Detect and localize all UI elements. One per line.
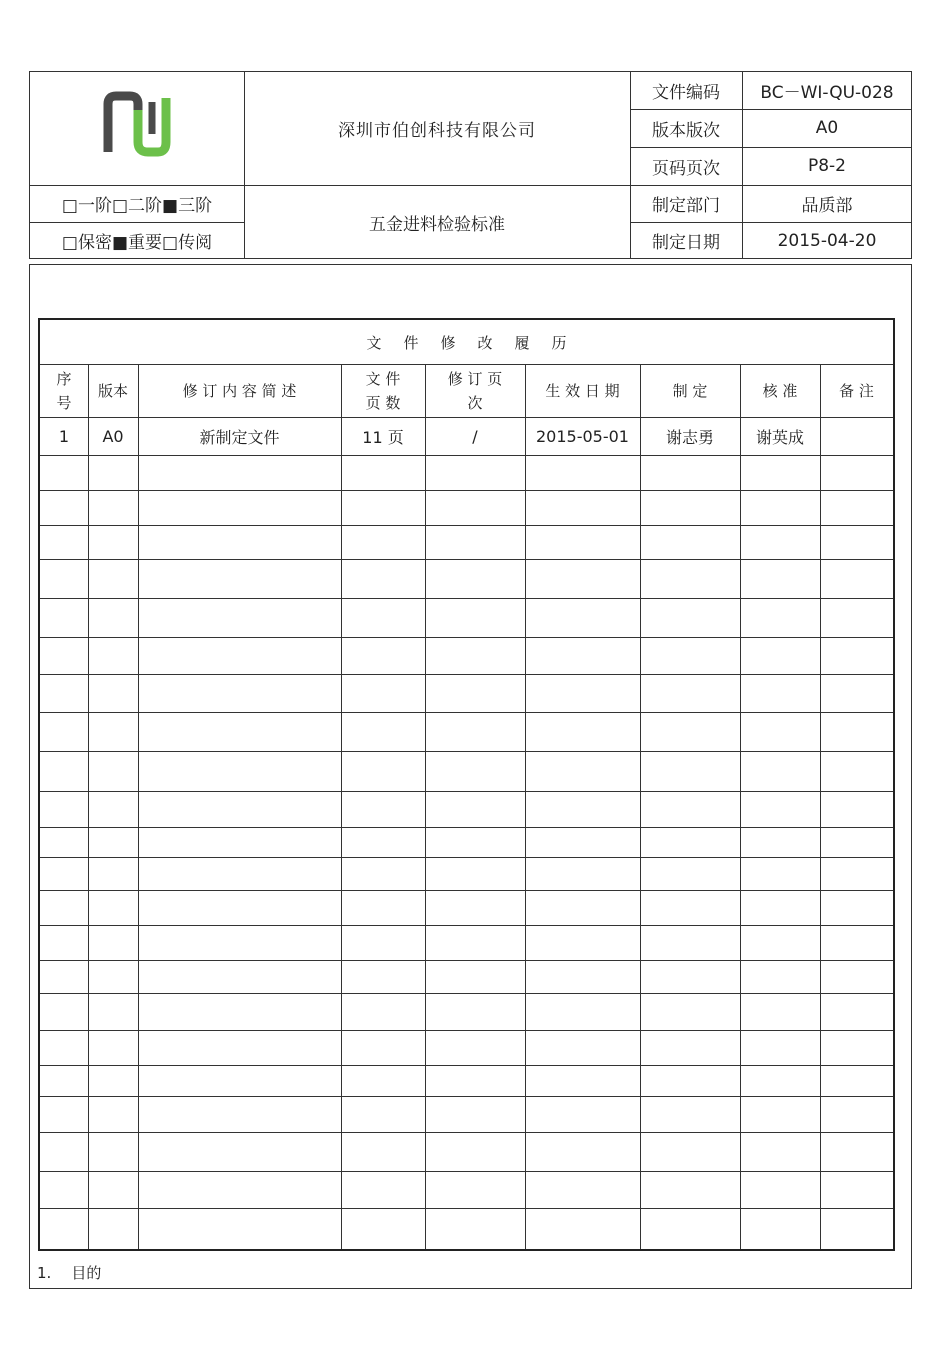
column-divider <box>525 365 526 1249</box>
row-divider <box>40 559 893 560</box>
document-code: BC－WI-QU-028 <box>760 83 894 103</box>
row-divider <box>40 1096 893 1097</box>
row-divider <box>40 674 893 675</box>
row-divider <box>40 455 893 456</box>
page-number: P8-2 <box>807 156 847 176</box>
row-divider <box>40 960 893 961</box>
department: 品质部 <box>801 196 853 216</box>
row-description: 新制定文件 <box>199 427 280 447</box>
field-label: 页码页次 <box>652 158 720 179</box>
field-label: 制定部门 <box>652 196 720 216</box>
column-header: 生 效 日 期 <box>545 382 620 400</box>
row-divider <box>40 712 893 713</box>
row-divider <box>40 890 893 891</box>
row-divider <box>40 525 893 526</box>
column-header: 版本 <box>97 382 128 400</box>
field-label: 版本版次 <box>652 120 720 141</box>
column-header: 核 准 <box>762 382 798 400</box>
row-divider <box>40 1171 893 1172</box>
column-divider <box>341 365 342 1249</box>
table-title: 文件修改履历 <box>40 320 893 365</box>
row-divider <box>40 1065 893 1066</box>
row-page-count: 11 页 <box>362 427 404 447</box>
document-secrecy: □保密■重要□传阅 <box>61 233 213 253</box>
revision-history-table <box>38 318 895 1251</box>
issue-date: 2015-04-20 <box>777 230 877 251</box>
row-divider <box>40 925 893 926</box>
company-logo <box>100 90 176 160</box>
field-label: 制定日期 <box>652 233 720 253</box>
row-divider <box>40 417 893 418</box>
section-title: 目的 <box>71 1264 102 1282</box>
column-divider <box>640 365 641 1249</box>
row-divider <box>40 993 893 994</box>
row-divider <box>40 1030 893 1031</box>
row-divider <box>40 1132 893 1133</box>
company-name: 深圳市伯创科技有限公司 <box>338 121 536 141</box>
column-divider <box>88 365 89 1249</box>
row-divider <box>40 827 893 828</box>
column-header: 制 定 <box>672 382 708 400</box>
column-divider <box>820 365 821 1249</box>
column-header: 序 号 <box>56 370 72 412</box>
row-version: A0 <box>102 426 124 446</box>
row-divider <box>40 598 893 599</box>
document-header <box>29 71 912 259</box>
column-divider <box>740 365 741 1249</box>
row-serial: 1 <box>58 426 70 446</box>
column-divider <box>425 365 426 1249</box>
row-approved-by: 谢英成 <box>755 427 804 447</box>
field-label: 文件编码 <box>652 83 720 103</box>
column-header: 修 订 内 容 简 述 <box>182 382 297 400</box>
document-title: 五金进料检验标准 <box>369 214 505 235</box>
column-header: 文 件 页 数 <box>365 370 401 412</box>
row-effective-date: 2015-05-01 <box>536 426 629 446</box>
row-divider <box>40 1208 893 1209</box>
column-header: 修 订 页 次 <box>447 370 503 412</box>
column-divider <box>138 365 139 1249</box>
row-revised-pages: / <box>472 426 478 446</box>
section-number: 1. <box>37 1264 52 1282</box>
document-version: A0 <box>815 118 839 138</box>
document-level: □一阶□二阶■三阶 <box>61 196 213 216</box>
row-divider <box>40 791 893 792</box>
row-divider <box>40 637 893 638</box>
row-divider <box>40 751 893 752</box>
row-remarks <box>820 417 893 455</box>
row-divider <box>40 857 893 858</box>
column-header: 备 注 <box>839 382 874 400</box>
row-divider <box>40 490 893 491</box>
section-heading <box>37 1262 121 1283</box>
row-prepared-by: 谢志勇 <box>665 427 714 447</box>
